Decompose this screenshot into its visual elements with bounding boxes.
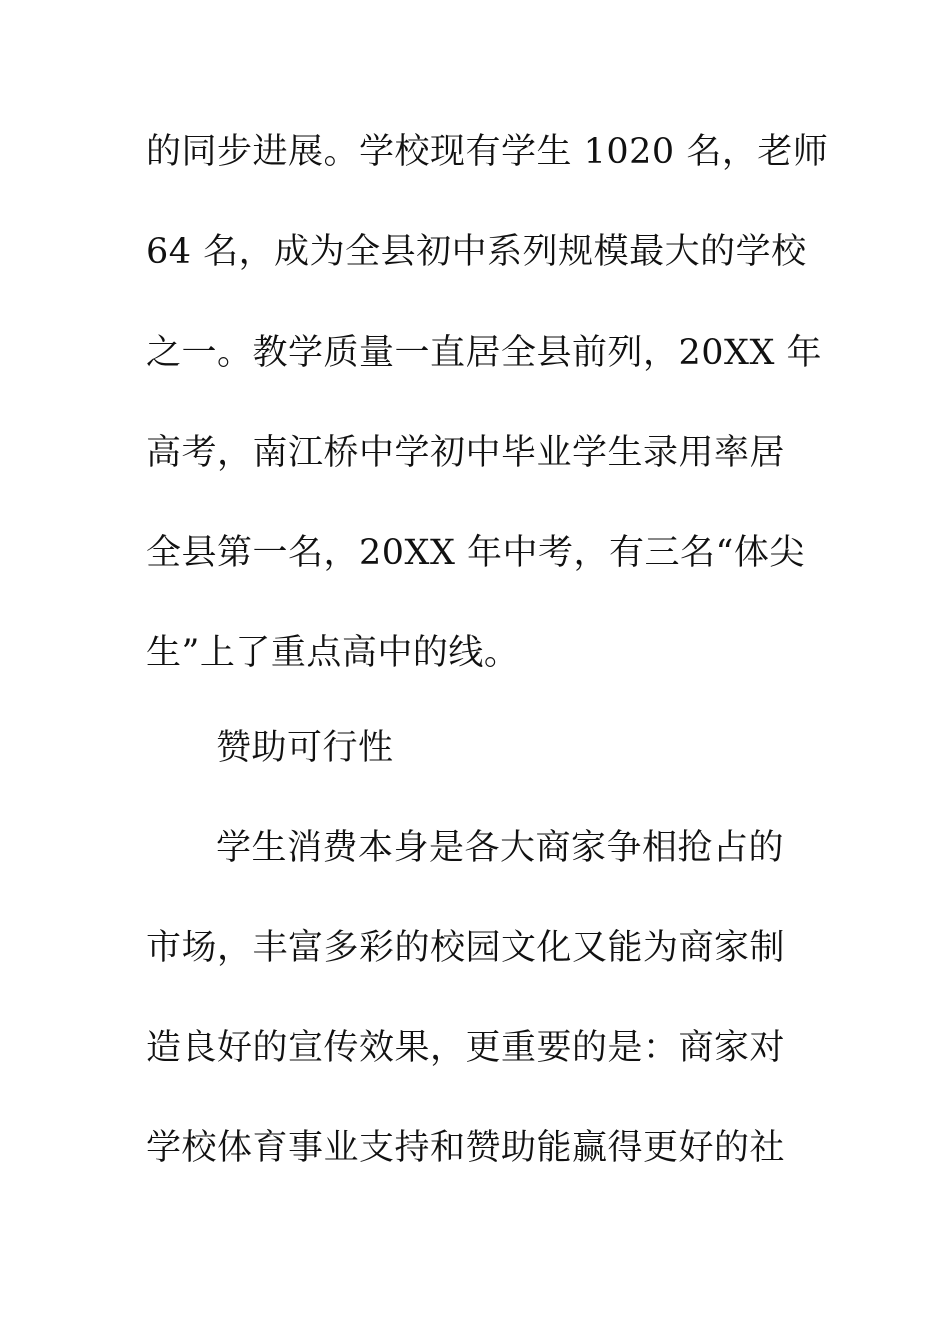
paragraph-line: 学生消费本身是各大商家争相抢占的: [216, 828, 785, 868]
paragraph-line: 高考，南江桥中学初中毕业学生录用率居: [146, 433, 786, 473]
paragraph-line: 造良好的宣传效果，更重要的是：商家对: [146, 1028, 786, 1068]
section-heading: 赞助可行性: [216, 728, 394, 768]
paragraph-line: 市场，丰富多彩的校园文化又能为商家制: [146, 928, 786, 968]
paragraph-line: 64 名，成为全县初中系列规模最大的学校: [146, 232, 807, 272]
paragraph-line: 全县第一名，20XX 年中考，有三名“体尖: [146, 533, 805, 573]
paragraph-line: 的同步进展。学校现有学生 1020 名，老师: [146, 132, 829, 172]
paragraph-line: 生”上了重点高中的线。: [146, 633, 520, 673]
paragraph-line: 学校体育事业支持和赞助能赢得更好的社: [146, 1128, 786, 1168]
paragraph-line: 之一。教学质量一直居全县前列，20XX 年: [146, 333, 822, 373]
